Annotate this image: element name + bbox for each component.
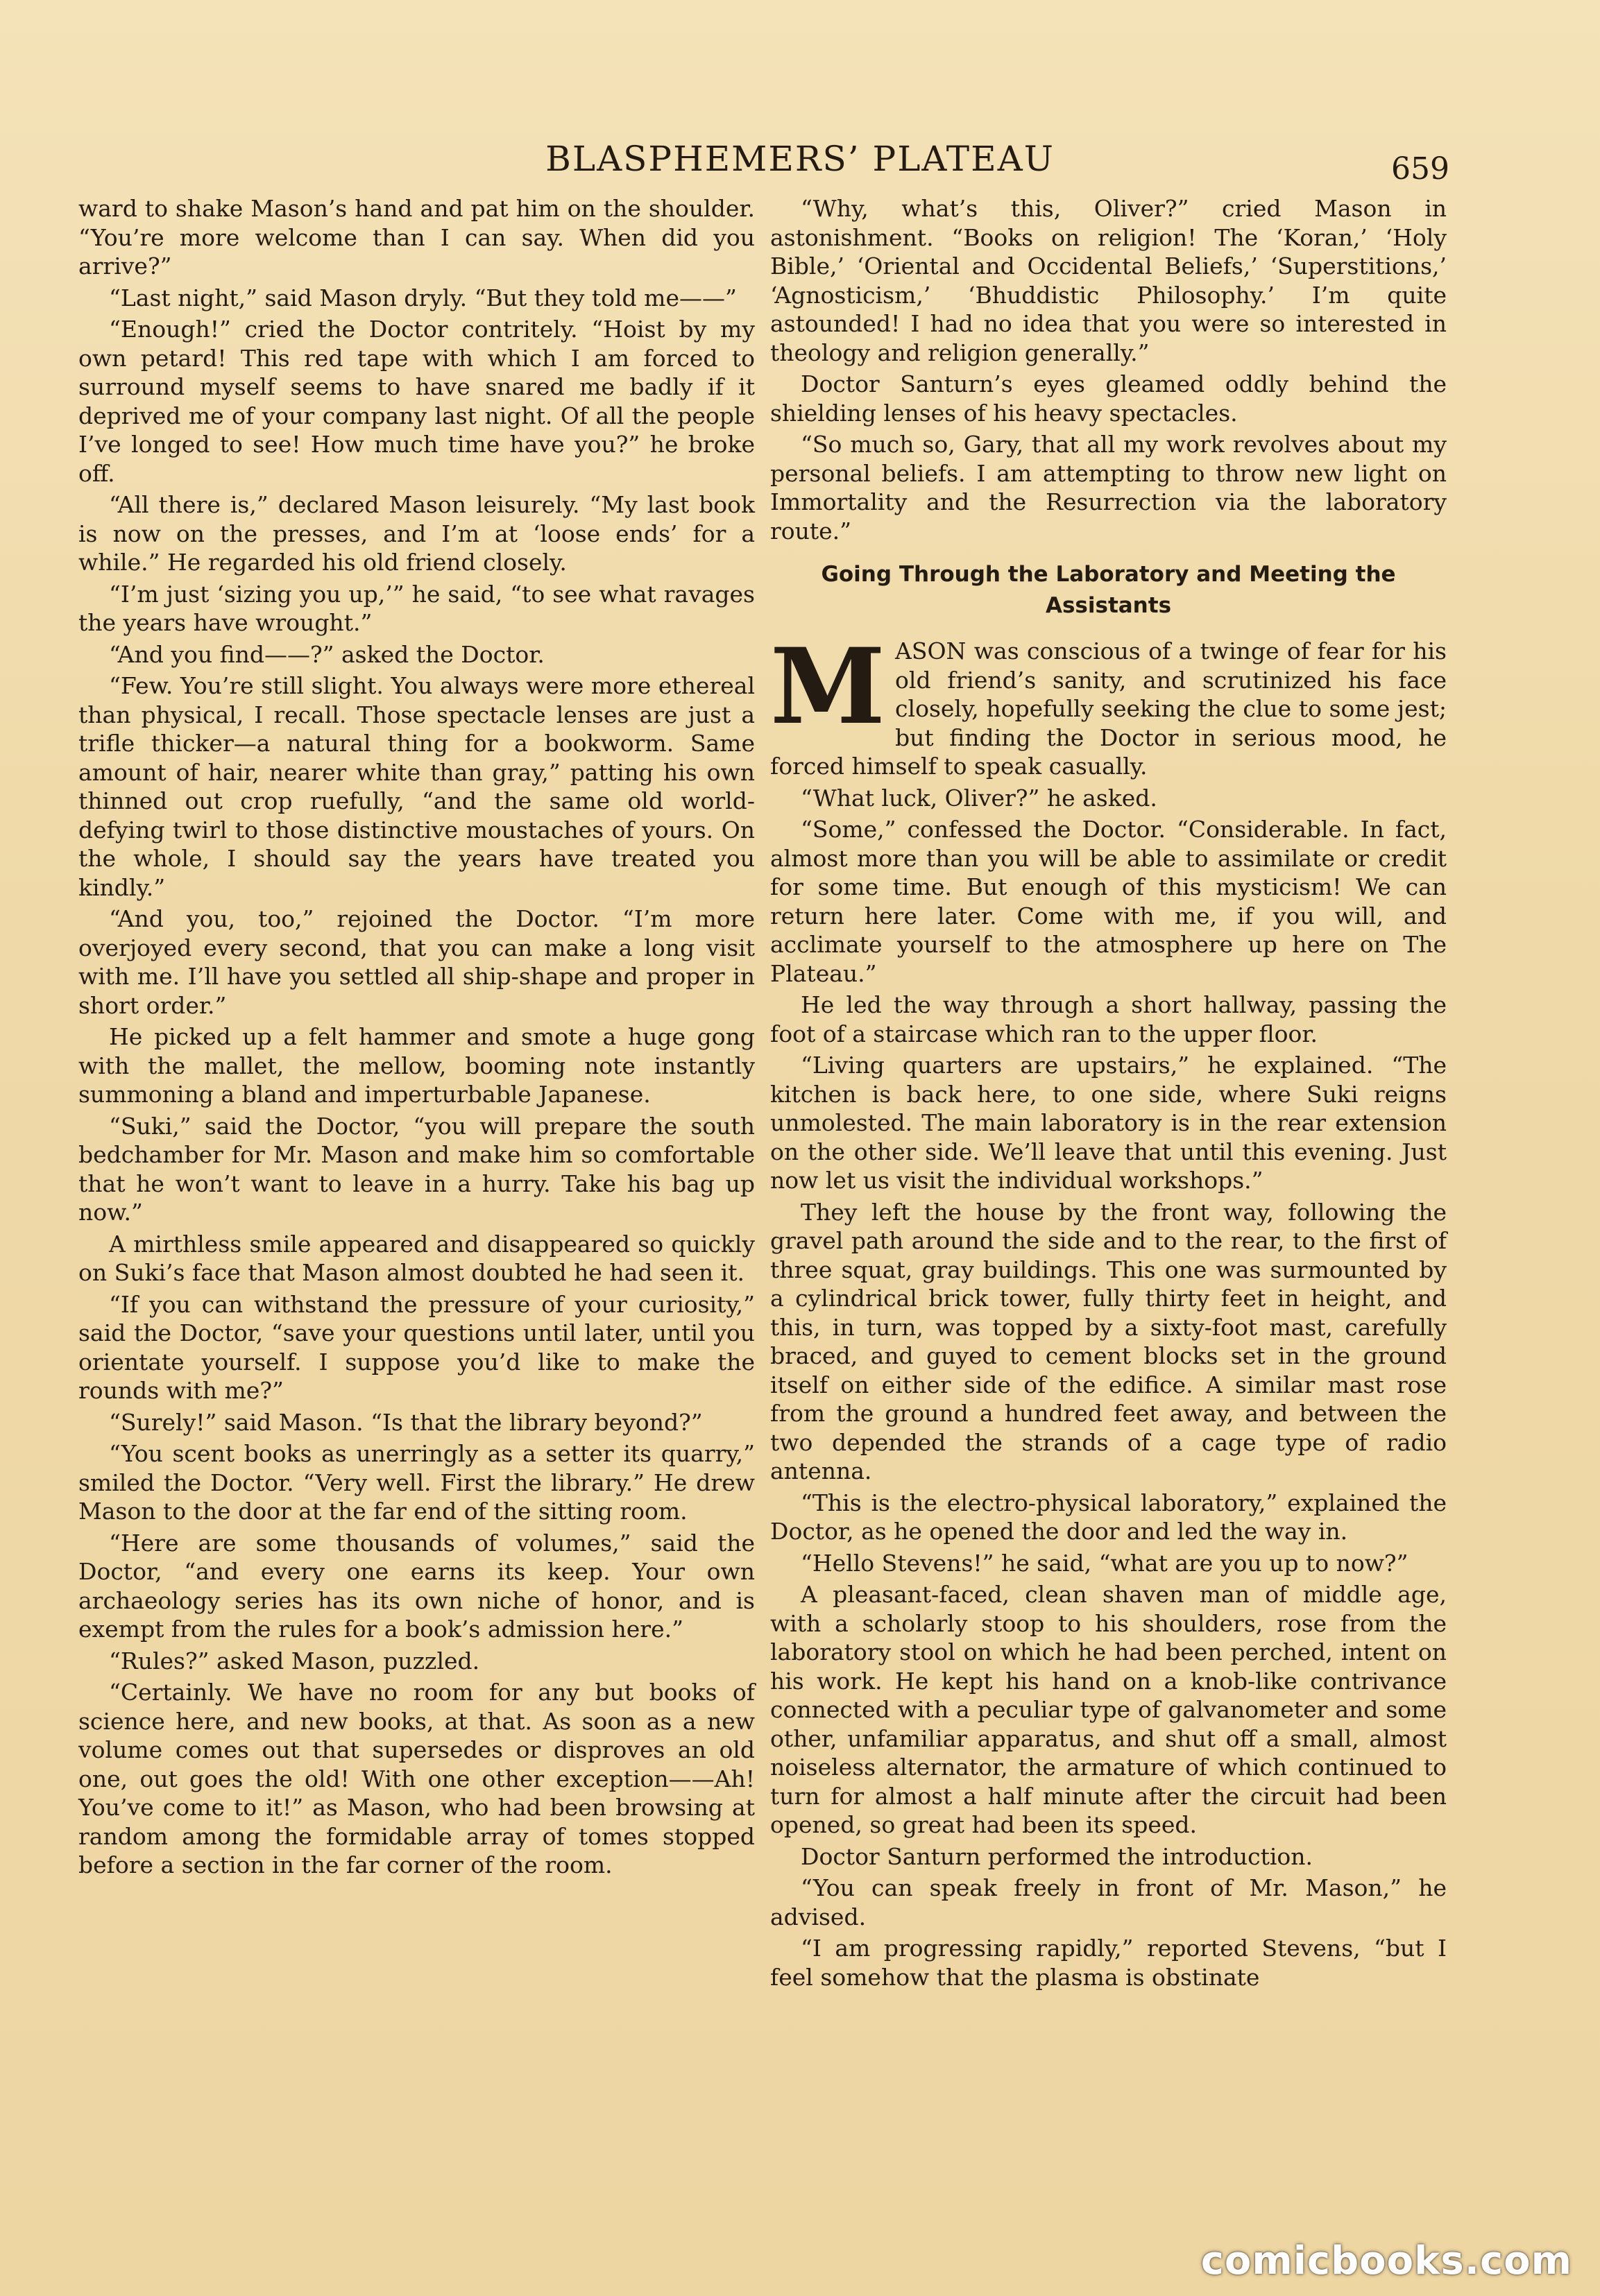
paragraph: “And you find——?” asked the Doctor. — [109, 640, 545, 668]
paragraph: “Certainly. We have no room for any but books of science here, and new books, at that. As soon as a new volume comes out that supersedes or disproves an old one, out goes the old! With one other exception——Ah! You’ve come to it!” as Mason, who had been browsing at random among the formidable array of tomes stopped before a section in the far corner of the room. — [78, 1679, 755, 1878]
paragraph: “Enough!” cried the Doctor contritely. “Hoist by my own petard! This red tape with which I am forced to surround myself seems to have snared me badly if it deprived me of your company last night. Of all the people I’ve longed to see! How much time have you?” he broke off. — [78, 316, 755, 487]
paragraph: “What luck, Oliver?” he asked. — [801, 784, 1157, 812]
paragraph: “I am progressing rapidly,” reported Stevens, “but I feel somehow that the plasma is obstinate — [770, 1935, 1447, 1991]
page-number: 659 — [1391, 151, 1449, 187]
paragraph: “Why, what’s this, Oliver?” cried Mason in astonishment. “Books on religion! The ‘Koran,’ ‘Holy Bible,’ ‘Oriental and Occidental Beliefs,’ ‘Superstitions,’ ‘Agnosticism,’ ‘Bhuddistic Philosophy.’ I’m quite astounded! I had no idea that you were so interested in theology and religion generally.” — [770, 195, 1447, 366]
section-subheading: Going Through the Laboratory and Meeting the Assistants — [821, 562, 1396, 618]
paragraph: “Living quarters are upstairs,” he explained. “The kitchen is back here, to one side, where Suki reigns unmolested. The main laboratory is in the rear extension on the other side. We’ll leave that until this evening. Just now let us visit the individual workshops.” — [770, 1052, 1447, 1194]
running-header-title: BLASPHEMERS’ PLATEAU — [545, 139, 1055, 179]
paragraph: “You scent books as unerringly as a setter its quarry,” smiled the Doctor. “Very well. First the library.” He drew Mason to the door at the far end of the sitting room. — [78, 1440, 755, 1525]
paragraph: “You can speak freely in front of Mr. Mason,” he advised. — [770, 1874, 1447, 1930]
right-column — [770, 194, 1447, 1994]
paragraph: “Some,” confessed the Doctor. “Considerable. In fact, almost more than you will be able to assimilate or credit for some time. But enough of this mysticism! We can return here later. Come with me, if you will, and acclimate yourself to the atmosphere up here on The Plateau.” — [770, 816, 1447, 987]
paragraph: He led the way through a short hallway, passing the foot of a staircase which ran to the upper floor. — [770, 991, 1447, 1047]
paragraph: “Rules?” asked Mason, puzzled. — [109, 1647, 480, 1674]
paragraph: “Hello Stevens!” he said, “what are you up to now?” — [801, 1549, 1408, 1577]
paragraph: A pleasant-faced, clean shaven man of middle age, with a scholarly stoop to his shoulders, rose from the laboratory stool on which he had been perched, intent on his work. He kept his hand on a knob-like contrivance connected with a peculiar type of galvanometer and some other, unfamiliar apparatus, and shut off a small, almost noiseless alternator, the armature of which continued to turn for almost a half minute after the circuit had been opened, so great had been its speed. — [770, 1581, 1447, 1838]
paragraph: A mirthless smile appeared and disappeared so quickly on Suki’s face that Mason almost doubted he had seen it. — [78, 1230, 755, 1286]
paragraph: “Surely!” said Mason. “Is that the library beyond?” — [109, 1408, 703, 1436]
paragraph: “Here are some thousands of volumes,” said the Doctor, “and every one earns its keep. Your own archaeology series has its own niche of honor, and is exempt from the rules for a book’s admission here.” — [78, 1529, 755, 1643]
paragraph: ward to shake Mason’s hand and pat him on the shoulder. “You’re more welcome than I can say. When did you arrive?” — [78, 195, 755, 280]
paragraph: “Few. You’re still slight. You always were more ethereal than physical, I recall. Those spectacle lenses are just a trifle thicker—a natural thing for a bookworm. Same amount of hair, nearer white than gray,” patting his own thinned out crop ruefully, “and the same old world-defying twirl to those distinctive moustaches of yours. On the whole, I should say the years have treated you kindly.” — [78, 672, 755, 901]
paragraph: They left the house by the front way, following the gravel path around the side and to the rear, to the first of three squat, gray buildings. This one was surmounted by a cylindrical brick tower, fully thirty feet in height, and this, in turn, was topped by a sixty-foot mast, carefully braced, and guyed to cement blocks set in the ground itself on either side of the edifice. A similar mast rose from the ground a hundred feet away, and between the two depended the strands of a cage type of radio antenna. — [770, 1198, 1447, 1484]
site-watermark: comicbooks.com — [1200, 2238, 1572, 2284]
dropcap-paragraph-text: ASON was conscious of a twinge of fear for his old friend’s sanity, and scrutinized his face closely, hopefully seeking the clue to some jest; but finding the Doctor in serious mood, he forced himself to speak casually. — [770, 637, 1447, 780]
paragraph: Doctor Santurn’s eyes gleamed oddly behind the shielding lenses of his heavy spectacles. — [770, 370, 1447, 427]
dropcap-paragraph — [770, 626, 1447, 781]
paragraph: “And you, too,” rejoined the Doctor. “I’m more overjoyed every second, that you can make a long visit with me. I’ll have you settled all ship-shape and proper in short order.” — [78, 905, 755, 1019]
paragraph: “Last night,” said Mason dryly. “But they told me——” — [109, 284, 737, 311]
paragraph: “Suki,” said the Doctor, “you will prepare the south bedchamber for Mr. Mason and make him so comfortable that he won’t want to leave in a hurry. Take his bag up now.” — [78, 1112, 755, 1226]
paragraph: “So much so, Gary, that all my work revolves about my personal beliefs. I am attempting to throw new light on Immortality and the Resurrection via the laboratory route.” — [770, 431, 1447, 545]
left-column — [78, 194, 755, 1883]
paragraph: “This is the electro-physical laboratory,” explained the Doctor, as he opened the door and led the way in. — [770, 1489, 1447, 1545]
paragraph: “If you can withstand the pressure of your curiosity,” said the Doctor, “save your questions until later, until you orientate yourself. I suppose you’d like to make the rounds with me?” — [78, 1290, 755, 1404]
drop-cap-letter: M — [770, 626, 886, 748]
paragraph: “I’m just ‘sizing you up,’” he said, “to see what ravages the years have wrought.” — [78, 580, 755, 636]
paragraph: He picked up a felt hammer and smote a huge gong with the mallet, the mellow, booming note instantly summoning a bland and imperturbable Japanese. — [78, 1023, 755, 1108]
paragraph: Doctor Santurn performed the introduction. — [801, 1842, 1313, 1870]
paragraph: “All there is,” declared Mason leisurely. “My last book is now on the presses, and I’m at ‘loose ends’ for a while.” He regarded his old friend closely. — [78, 491, 755, 576]
